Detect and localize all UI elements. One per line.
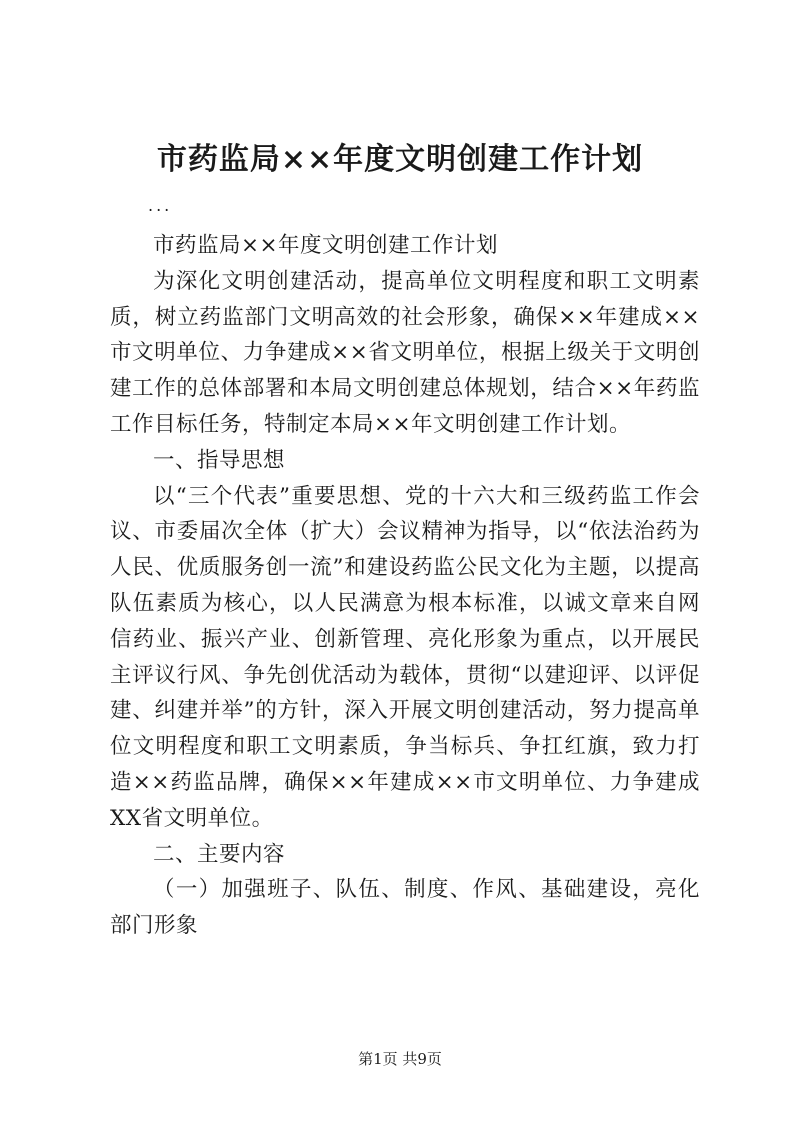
page-footer: 第1页 共9页 xyxy=(358,1050,442,1068)
document-body xyxy=(110,228,700,944)
paragraph-guiding-ideology: 以“三个代表”重要思想、党的十六大和三级药监工作会议、市委届次全体（扩大）会议精神为指导，以“依法治药为人民、优质服务创一流”和建设药监公民文化为主题，以提高队伍素质为核心，以人民满意为根本标准，以诚文章来自网信药业、振兴产业、创新管理、亮化形象为重点，以开展民主评议行风、争先创优活动为载体，贯彻“以建迎评、以评促建、纠建并举”的方针，深入开展文明创建活动，努力提高单位文明程度和职工文明素质，争当标兵、争扛红旗，致力打造××药监品牌，确保××年建成××市文明单位、力争建成XX省文明单位。 xyxy=(110,483,700,831)
paragraph-subtitle: 市药监局××年度文明创建工作计划 xyxy=(153,233,499,258)
paragraph-subsection-one: （一）加强班子、队伍、制度、作风、基础建设，亮化部门形象 xyxy=(110,877,700,939)
section-heading-guiding-ideology: 一、指导思想 xyxy=(153,447,286,473)
ellipsis: ... xyxy=(148,196,173,215)
paragraph-intro: 为深化文明创建活动，提高单位文明程度和职工文明素质，树立药监部门文明高效的社会形象，确保××年建成××市文明单位、力争建成××省文明单位，根据上级关于文明创建工作的总体部署和本局文明创建总体规划，结合××年药监工作目标任务，特制定本局××年文明创建工作计划。 xyxy=(110,268,700,437)
section-heading-main-content: 二、主要内容 xyxy=(153,841,286,867)
document-title: 市药监局××年度文明创建工作计划 xyxy=(156,142,644,177)
